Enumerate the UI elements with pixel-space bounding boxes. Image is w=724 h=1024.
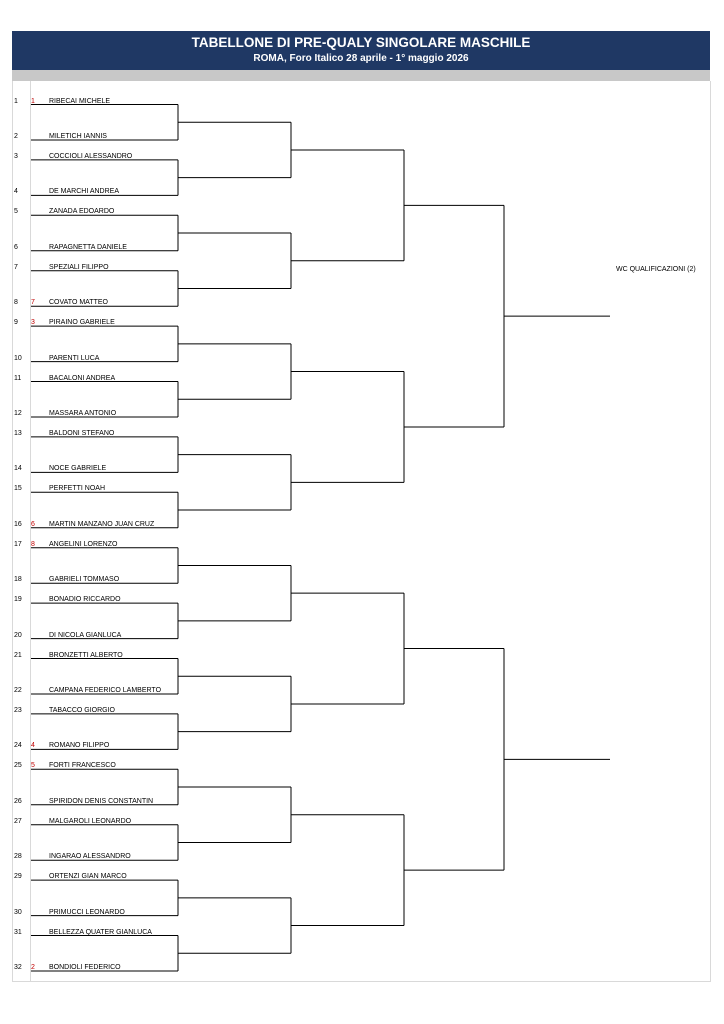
player-name: MASSARA ANTONIO: [49, 410, 117, 417]
seed-number: 5: [31, 762, 35, 770]
draw-position: 18: [14, 576, 22, 584]
draw-position: 14: [14, 465, 22, 473]
draw-position: 29: [14, 873, 22, 881]
draw-position: 22: [14, 687, 22, 694]
draw-position: 27: [14, 817, 22, 825]
draw-position: 31: [14, 928, 22, 936]
draw-position: 2: [14, 133, 18, 140]
player-name: NOCE GABRIELE: [49, 465, 107, 473]
draw-position: 11: [14, 374, 22, 382]
draw-position: 16: [14, 520, 22, 528]
player-name: BALDONI STEFANO: [49, 429, 115, 437]
draw-position: 12: [14, 410, 22, 417]
draw-position: 19: [14, 596, 22, 604]
draw-position: 7: [14, 263, 18, 271]
seed-number: 1: [31, 97, 35, 105]
final-label: WC QUALIFICAZIONI (2): [616, 266, 696, 273]
player-name: SPEZIALI FILIPPO: [49, 263, 109, 271]
seed-number: 7: [31, 299, 35, 307]
player-name: ORTENZI GIAN MARCO: [49, 873, 127, 881]
player-name: TABACCO GIORGIO: [49, 706, 115, 714]
draw-position: 1: [14, 97, 18, 105]
seed-number: 4: [31, 742, 35, 750]
player-name: ANGELINI LORENZO: [49, 540, 118, 548]
player-name: RIBECAI MICHELE: [49, 97, 111, 105]
draw-position: 23: [14, 706, 22, 714]
draw-position: 10: [14, 354, 22, 362]
player-name: BELLEZZA QUATER GIANLUCA: [49, 928, 152, 936]
draw-position: 26: [14, 797, 22, 805]
draw-position: 20: [14, 631, 22, 639]
seed-number: 2: [31, 964, 35, 971]
player-name: BACALONI ANDREA: [49, 374, 116, 382]
player-name: BRONZETTI ALBERTO: [49, 651, 123, 659]
draw-position: 4: [14, 188, 18, 196]
player-name: FORTI FRANCESCO: [49, 762, 116, 770]
draw-position: 32: [14, 964, 22, 971]
page-subtitle: ROMA, Foro Italico 28 aprile - 1° maggio 2026: [253, 53, 469, 64]
player-name: SPIRIDON DENIS CONSTANTIN: [49, 797, 154, 805]
draw-position: 30: [14, 908, 22, 916]
player-name: PERFETTI NOAH: [49, 485, 106, 493]
player-name: RAPAGNETTA DANIELE: [49, 243, 127, 251]
draw-position: 24: [14, 742, 22, 750]
player-name: MALGAROLI LEONARDO: [49, 817, 132, 825]
draw-position: 15: [14, 485, 22, 493]
draw-position: 28: [14, 853, 22, 861]
player-name: COVATO MATTEO: [49, 299, 108, 307]
draw-position: 17: [14, 540, 22, 548]
draw-position: 25: [14, 762, 22, 770]
player-name: ZANADA EDOARDO: [49, 208, 115, 216]
player-name: CAMPANA FEDERICO LAMBERTO: [49, 687, 162, 694]
seed-number: 6: [31, 520, 35, 528]
player-name: PIRAINO GABRIELE: [49, 319, 115, 327]
page-title: TABELLONE DI PRE-QUALY SINGOLARE MASCHILE: [191, 35, 531, 50]
draw-position: 9: [14, 319, 18, 327]
player-name: INGARAO ALESSANDRO: [49, 853, 131, 861]
seed-number: 3: [31, 319, 35, 327]
player-name: MILETICH IANNIS: [49, 133, 107, 140]
player-name: DE MARCHI ANDREA: [49, 188, 120, 196]
player-name: PRIMUCCI LEONARDO: [49, 908, 125, 916]
player-name: MARTIN MANZANO JUAN CRUZ: [49, 520, 155, 528]
player-name: ROMANO FILIPPO: [49, 742, 110, 750]
draw-position: 21: [14, 651, 22, 659]
seed-number: 8: [31, 540, 35, 548]
draw-position: 13: [14, 429, 22, 437]
player-name: BONADIO RICCARDO: [49, 596, 121, 604]
player-name: BONDIOLI FEDERICO: [49, 964, 121, 971]
player-name: PARENTI LUCA: [49, 354, 100, 362]
draw-position: 8: [14, 299, 18, 307]
player-name: GABRIELI TOMMASO: [49, 576, 120, 584]
draw-position: 6: [14, 243, 18, 251]
draw-position: 5: [14, 208, 18, 216]
draw-position: 3: [14, 152, 18, 160]
player-name: DI NICOLA GIANLUCA: [49, 631, 122, 639]
player-name: COCCIOLI ALESSANDRO: [49, 152, 133, 160]
